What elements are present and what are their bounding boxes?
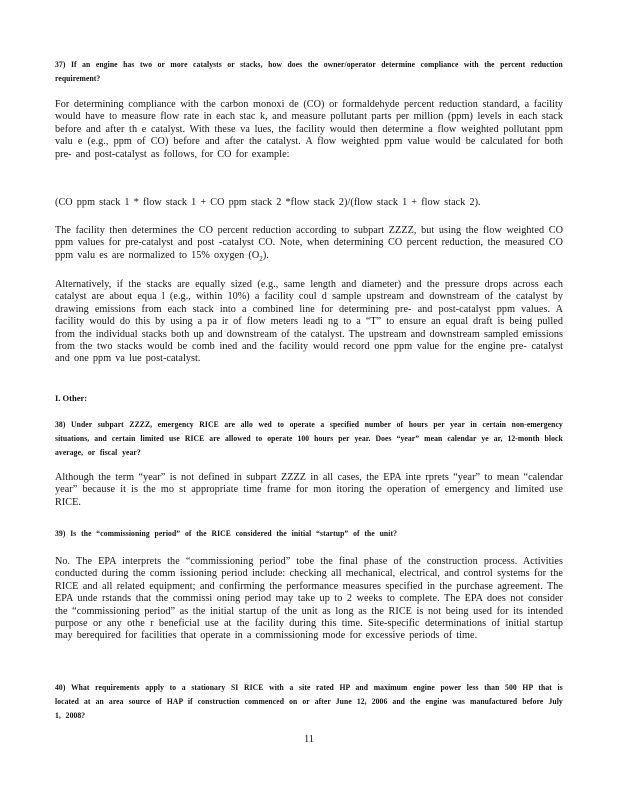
answer-37-paragraph-2-end: ). bbox=[262, 249, 269, 261]
oxygen-subscript: 2 bbox=[259, 254, 263, 263]
question-38: 38) Under subpart ZZZZ, emergency RICE are allo wed to operate a specified number of hours per year in certain non-emergency situations, and certain limited use RICE are allowed to operate 100 hours per year. Does “year” mean calendar ye ar, 12-month block average, or fiscal year? bbox=[55, 420, 563, 457]
answer-37-paragraph-2-main: The facility then determines the CO percent reduction according to subpart ZZZZ, but using the flow weighted CO ppm values for pre-catalyst and post -catalyst CO. Note, when determining CO percent reduction, the measured CO ppm valu es are normalized to 15% oxygen (O bbox=[55, 225, 563, 261]
section-heading-other: I. Other: bbox=[55, 393, 88, 403]
question-37: 37) If an engine has two or more catalysts or stacks, how does the owner/operator determine compliance with the percent reduction requirement? bbox=[55, 60, 563, 83]
answer-39: No. The EPA interprets the “commissioning period” tobe the final phase of the construction process. Activities conducted during the comm issioning period include: checking all mechanical, electrical, and control systems for the RICE and all related equipment; and confirming the performance measures specified in the purchase agreement. The EPA unde rstands that the commissi oning period may take up to 2 weeks to complete. The EPA does not consider the “commissioning period” as the initial startup of the unit as long as the RICE is not being used for its intended purpose or any othe r beneficial use at the facility during this time. Site-specific determinations of initial startup may berequired for facilities that operate in a commissioning mode for excessive periods of time. bbox=[55, 556, 563, 642]
page-number: 11 bbox=[303, 734, 315, 745]
question-39: 39) Is the “commissioning period” of the RICE considered the initial “startup” of the unit? bbox=[55, 529, 398, 538]
answer-37-paragraph-2 bbox=[55, 225, 563, 262]
answer-37-formula: (CO ppm stack 1 * flow stack 1 + CO ppm stack 2 *flow stack 2)/(flow stack 1 + flow stack 2). bbox=[55, 197, 481, 208]
answer-38: Although the term “year” is not defined in subpart ZZZZ in all cases, the EPA inte rprets “year” to mean “calendar year” because it is the mo st appropriate time frame for mon itoring the operation of emergency and limited use RICE. bbox=[55, 472, 563, 508]
question-40: 40) What requirements apply to a stationary SI RICE with a site rated HP and maximum engine power less than 500 HP that is located at an area source of HAP if construction commenced on or after June 12, 2006 and the engine was manufactured before July 1, 2008? bbox=[55, 683, 563, 720]
answer-37-paragraph-3: Alternatively, if the stacks are equally sized (e.g., same length and diameter) and the pressure drops across each catalyst are about equa l (e.g., within 10%) a facility coul d sample upstream and downstream of the catalyst by drawing emissions from each stack into a combined line for determining pre- and post-catalyst ppm values. A facility would do this by using a pa ir of flow meters leadi ng to a “T” to ensure an equal draft is being pulled from the individual stacks both up and downstream of the catalyst. The upstream and downstream sampled emissions from the two stacks would be comb ined and the facility would record one ppm value for the engine pre- catalyst and one ppm va lue post-catalyst. bbox=[55, 279, 563, 365]
answer-37-paragraph-1: For determining compliance with the carbon monoxi de (CO) or formaldehyde percent reduction standard, a facility would have to measure flow rate in each stac k, and measure pollutant parts per million (ppm) levels in each stack before and after th e catalyst. With these va lues, the facility would then determine a flow weighted pollutant ppm valu e (e.g., ppm of CO) before and after the catalyst. A flow weighted ppm value would be calculated for both pre- and post-catalyst as follows, for CO for example: bbox=[55, 99, 563, 160]
